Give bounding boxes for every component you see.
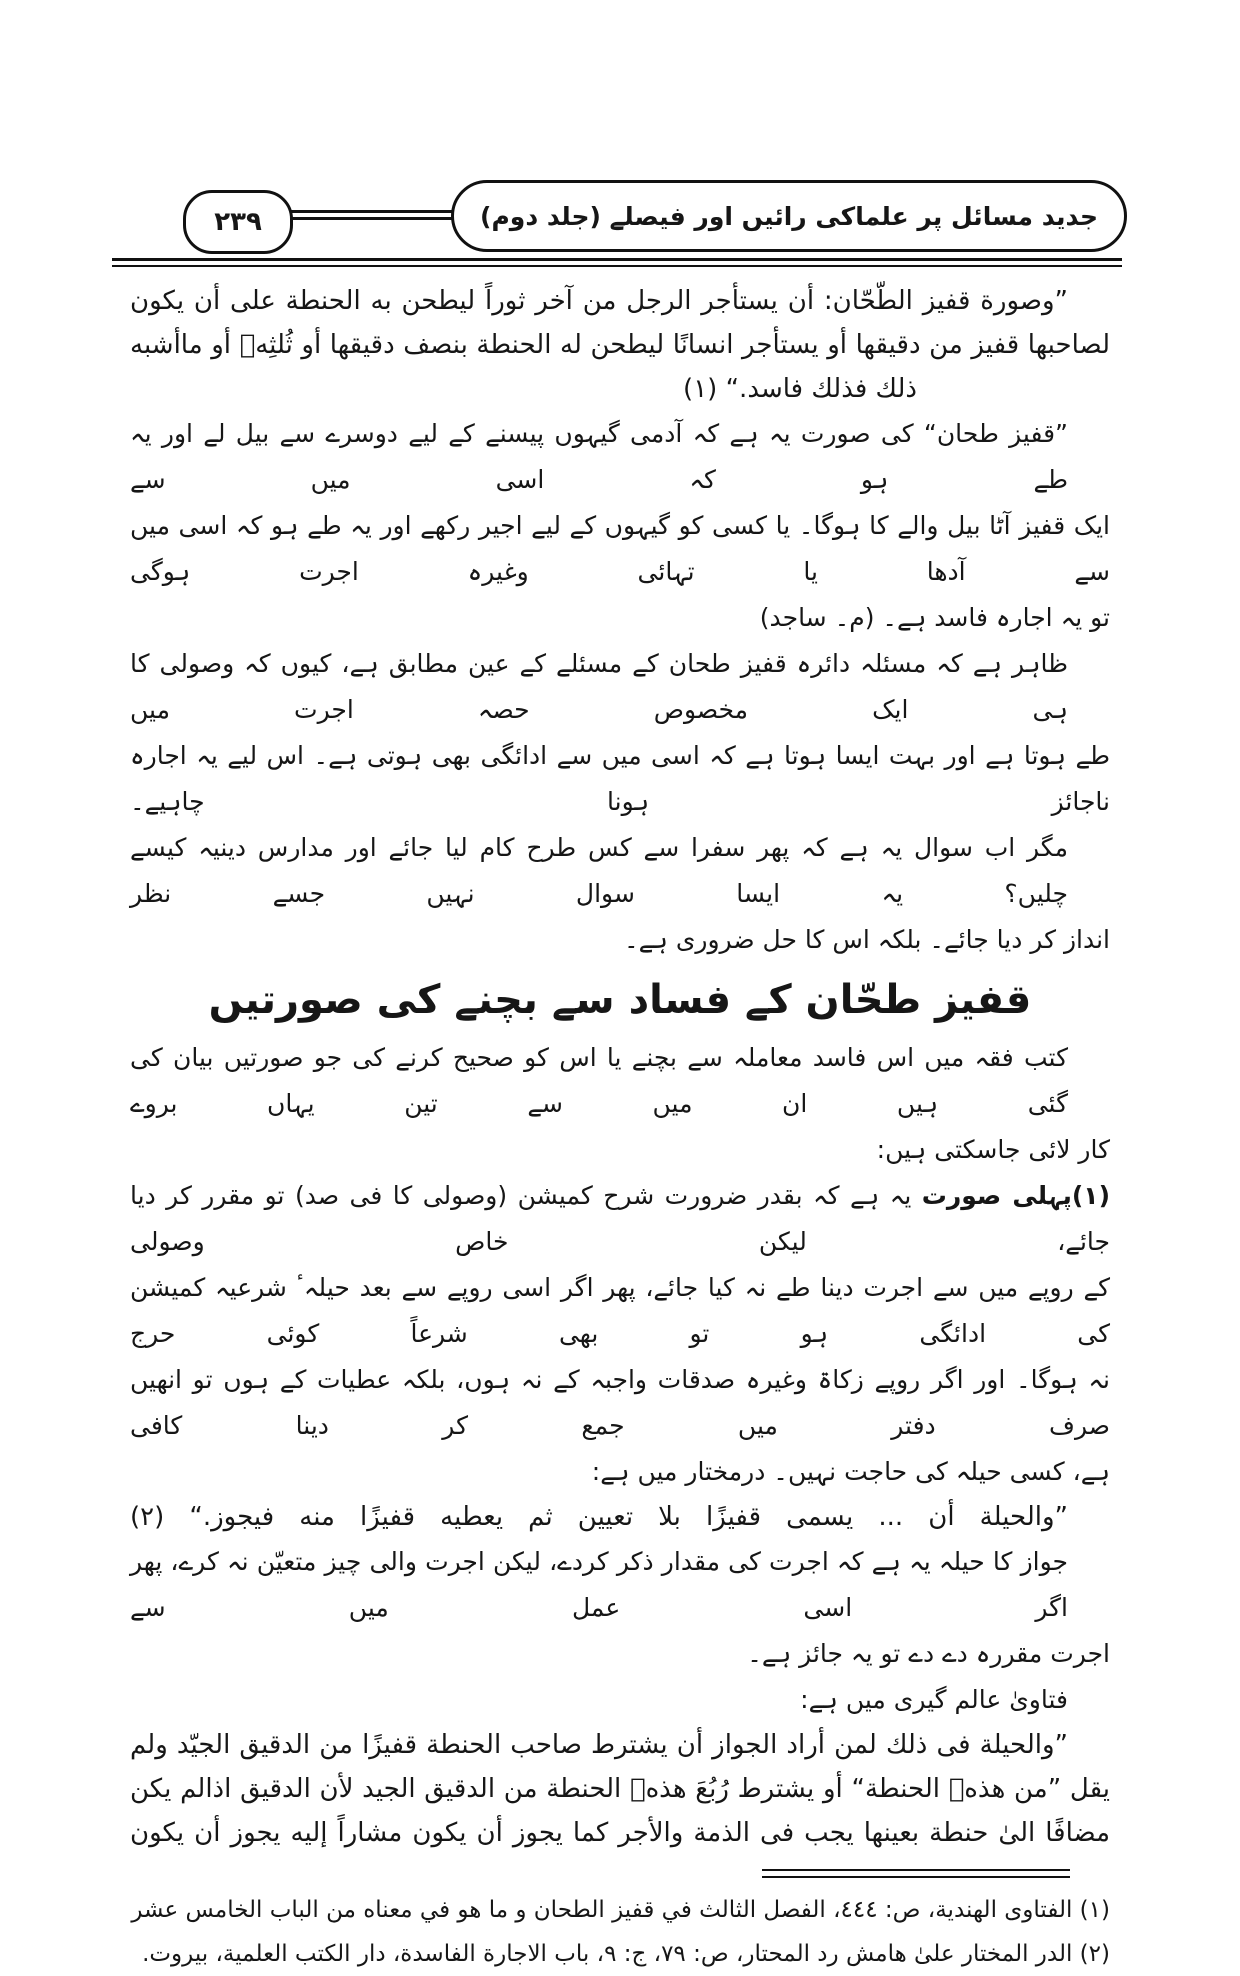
urdu-paragraph-line: فتاویٰ عالم گیری میں ہے:	[800, 1685, 1068, 1714]
urdu-paragraph-line: کے روپے میں سے اجرت دینا طے نہ کیا جائے، پھر اگر اسی روپے سے بعد حیلہٴ شرعیہ کمیشن کی ادائگی ہو تو بھی شرعاً کوئی حرج	[130, 1273, 1110, 1348]
urdu-paragraph-line: کار لائی جاسکتی ہیں:	[876, 1135, 1110, 1164]
urdu-paragraph-text: یہ ہے کہ بقدر ضرورت شرح کمیشن (وصولی کا فی صد) تو مقرر کر دیا جائے، لیکن خاص وصولی	[130, 1181, 1110, 1256]
header-bottom-rule	[112, 258, 1122, 267]
urdu-paragraph-line: تو یہ اجارہ فاسد ہے۔ (م۔ ساجد)	[759, 603, 1110, 632]
book-page	[0, 180, 1240, 1967]
urdu-paragraph-line: نہ ہوگا۔ اور اگر روپے زکاۃ وغیرہ صدقات واجبہ کے نہ ہوں، بلکہ عطیات کے ہوں تو انھیں صرف دفتر میں جمع کر دینا کافی	[130, 1365, 1110, 1440]
section-heading: قفیز طحّان کے فساد سے بچنے کی صورتیں	[208, 977, 1032, 1023]
urdu-paragraph-line	[130, 1173, 1110, 1265]
arabic-passage-line: ”وصورة قفيز الطّحّان: أن يستأجر الرجل من آخر ثوراً ليطحن به الحنطة على أن يكون	[130, 286, 1068, 316]
urdu-paragraph-line: جواز کا حیلہ یہ ہے کہ اجرت کی مقدار ذکر کردے، لیکن اجرت والی چیز متعیّن نہ کرے، پھر اگر اسی عمل میں سے	[130, 1547, 1068, 1622]
footnote-1: (۱) الفتاوى الهندية، ص: ٤٤٤، الفصل الثالث في قفيز الطحان و ما هو في معناه من الباب الخامس عشر	[131, 1897, 1110, 1923]
arabic-quote-line: ”والحيلة أن ... يسمى قفيزًا بلا تعيين ثم يعطيه قفيزًا منه فيجوز.“ (۲)	[130, 1502, 1068, 1532]
urdu-paragraph-line: انداز کر دیا جائے۔ بلکہ اس کا حل ضروری ہے۔	[623, 925, 1110, 954]
urdu-paragraph-line: ظاہر ہے کہ مسئلہ دائرہ قفیز طحان کے مسئلے کے عین مطابق ہے، کیوں کہ وصولی کا ہی ایک مخصوص حصہ اجرت میں	[130, 649, 1068, 724]
arabic-passage-line: لصاحبها قفيز من دقيقها أو يستأجر انسانًا ليطحن له الحنطة بنصف دقيقها أو ثُلثِهٖ أو ماأشبه	[130, 330, 1110, 360]
arabic-passage-line: يقل ”من هذهٖ الحنطة“ أو يشترط رُبُعَ هذهٖ الحنطة من الدقيق الجيد لأن الدقيق اذالم يكن	[130, 1774, 1110, 1804]
footnote-divider	[762, 1869, 1070, 1878]
arabic-passage-line: ذلك فذلك فاسد.“ (۱)	[683, 374, 917, 404]
urdu-paragraph-line: اجرت مقررہ دے دے تو یہ جائز ہے۔	[747, 1639, 1110, 1668]
page-header	[125, 180, 1115, 252]
urdu-paragraph-line: مگر اب سوال یہ ہے کہ پھر سفرا سے کس طرح کام لیا جائے اور مدارس دینیہ کیسے چلیں؟ یہ ایسا سوال نہیں جسے نظر	[130, 833, 1068, 908]
header-title: جدید مسائل پر علماکی رائیں اور فیصلے (جلد دوم)	[480, 201, 1098, 231]
page-number-badge	[183, 190, 293, 254]
urdu-paragraph-line: ”قفیز طحان“ کی صورت یہ ہے کہ آدمی گیہوں پیسنے کے لیے دوسرے سے بیل لے اور یہ طے ہو کہ اسی میں سے	[130, 419, 1068, 494]
page-number: ۲۳۹	[214, 207, 262, 237]
urdu-paragraph-line: کتب فقہ میں اس فاسد معاملہ سے بچنے یا اس کو صحیح کرنے کی جو صورتیں بیان کی گئی ہیں ان میں سے تین یہاں بروے	[130, 1043, 1068, 1118]
urdu-paragraph-line: ہے، کسی حیلہ کی حاجت نہیں۔ درمختار میں ہے:	[591, 1457, 1110, 1486]
urdu-paragraph-line: طے ہوتا ہے اور بہت ایسا ہوتا ہے کہ اسی میں سے ادائگی بھی ہوتی ہے۔ اس لیے یہ اجارہ ناجائز ہونا چاہیے۔	[130, 741, 1110, 816]
header-title-cartouche	[451, 180, 1127, 252]
page-body	[130, 279, 1110, 1976]
arabic-passage-line: ”والحيلة فى ذلك لمن أراد الجواز أن يشترط صاحب الحنطة قفيزًا من الدقيق الجيّد ولم	[130, 1730, 1068, 1760]
footnote-2: (۲) الدر المختار علىٰ هامش رد المحتار، ص: ٧٩، ج: ٩، باب الاجارة الفاسدة، دار الكتب العلمية، بيروت.	[142, 1941, 1110, 1967]
arabic-passage-line: مضافًا الىٰ حنطة بعينها يجب فى الذمة والأجر كما يجوز أن يكون مشاراً إليه يجوز أن يكون	[130, 1818, 1110, 1848]
urdu-paragraph-line: ایک قفیز آٹا بیل والے کا ہوگا۔ یا کسی کو گیہوں کے لیے اجیر رکھے اور یہ طے ہو کہ اسی میں سے آدھا یا تہائی وغیرہ اجرت ہوگی	[130, 511, 1110, 586]
numbered-point-label: (۱)پہلی صورت	[921, 1181, 1110, 1210]
